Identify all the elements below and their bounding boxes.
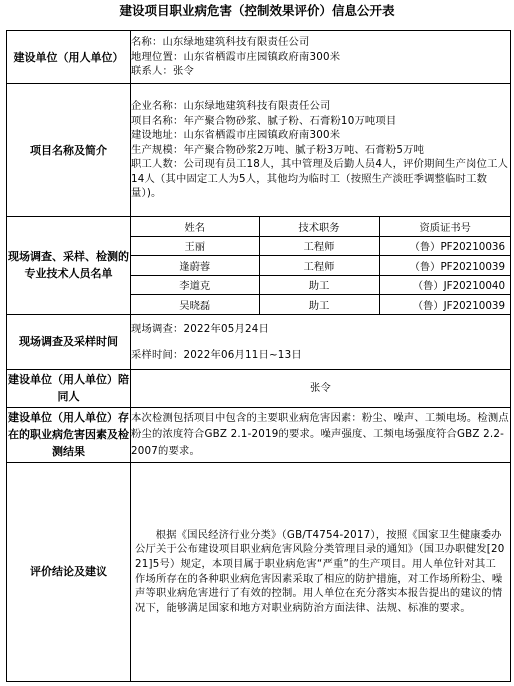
value-hazards: 本次检测包括项目中包含的主要职业病危害因素：粉尘、噪声、工频电场。检测点粉尘的浓度符合GBZ 2.1-2019的要求。噪声强度、工频电场强度符合GBZ 2.2-2007的要求。: [131, 407, 511, 462]
label-survey-time: 现场调查及采样时间: [7, 314, 131, 369]
form-title: 建设项目职业病危害（控制效果评价）信息公开表: [119, 3, 395, 18]
project-staff-line: 职工人数：公司现有员工18人，其中管理及后勤人员4人，评价期间生产岗位工人14人（其中固定工人为5人，其他均为临时工（按照生产淡旺季调整临时工数量）)。: [131, 158, 509, 200]
staff-name: 吴晓磊: [131, 295, 259, 314]
label-staff: 现场调查、采样、检测的专业技术人员名单: [7, 217, 131, 315]
staff-cert: （鲁）PF20210039: [379, 256, 511, 276]
value-staff: [131, 217, 511, 315]
disclosure-table: [6, 30, 511, 682]
staff-cert: （鲁）JF20210040: [379, 275, 511, 295]
value-companion: 张令: [131, 369, 511, 407]
unit-name-line: 名称：山东绿地建筑科技有限责任公司: [131, 36, 310, 49]
staff-title: 工程师: [259, 256, 379, 276]
project-name-line: 项目名称：年产聚合物砂浆、腻子粉、石膏粉10万吨项目: [131, 114, 397, 127]
staff-name: 王丽: [131, 236, 259, 256]
staff-title: 助工: [259, 275, 379, 295]
value-survey-time: [131, 314, 511, 369]
staff-header-title: 技术职务: [259, 217, 379, 236]
value-conclusion: 根据《国民经济行业分类》（GB/T4754-2017），按照《国家卫生健康委办公厅关于公布建设项目职业病危害风险分类管理目录的通知》（国卫办职健发[2021]5号）规定，本项目属于职业病危害“严重”的生产项目。用人单位针对其工作场所存在的各种职业病危害因素采取了相应的防护措施，对工作场所粉尘、噪声等职业病危害进行了有效的控制。用人单位在充分落实本报告提出的建议的情况下，能够满足国家和地方对职业病防治方面法律、法规、标准的要求。: [131, 462, 511, 681]
staff-name: 逢蔚蓉: [131, 256, 259, 276]
row-construction-unit: [7, 31, 511, 84]
staff-title: 助工: [259, 295, 379, 314]
staff-header-cert: 资质证书号: [379, 217, 511, 236]
value-project: [131, 84, 511, 217]
row-project: [7, 84, 511, 217]
staff-name: 李道克: [131, 275, 259, 295]
table-row: [131, 236, 511, 256]
staff-table: [131, 217, 511, 314]
staff-cert: （鲁）JF20210039: [379, 295, 511, 314]
project-address-line: 建设地址：山东省栖霞市庄园镇政府南300米: [131, 129, 341, 142]
row-hazards: [7, 407, 511, 462]
project-scale-line: 生产规模：年产聚合物砂浆2万吨、腻子粉3万吨、石膏粉5万吨: [131, 143, 425, 156]
label-project: 项目名称及简介: [7, 84, 131, 217]
label-construction-unit: 建设单位（用人单位）: [7, 31, 131, 84]
row-survey-time: [7, 314, 511, 369]
table-row: [131, 295, 511, 314]
label-conclusion: 评价结论及建议: [7, 462, 131, 681]
row-staff: [7, 217, 511, 315]
table-row: [131, 275, 511, 295]
staff-title: 工程师: [259, 236, 379, 256]
project-company-line: 企业名称：山东绿地建筑科技有限责任公司: [131, 99, 331, 112]
row-conclusion: [7, 462, 511, 681]
unit-contact-line: 联系人：张令: [131, 65, 194, 78]
label-hazards: 建设单位（用人单位）存在的职业病危害因素及检测结果: [7, 407, 131, 462]
row-companion: [7, 369, 511, 407]
table-row: [131, 256, 511, 276]
sampling-date-line: 采样时间：2022年06月11日~13日: [131, 348, 302, 361]
staff-cert: （鲁）PF20210036: [379, 236, 511, 256]
label-companion: 建设单位（用人单位）陪同人: [7, 369, 131, 407]
staff-header-name: 姓名: [131, 217, 259, 236]
survey-date-line: 现场调查：2022年05月24日: [131, 322, 269, 335]
value-construction-unit: [131, 31, 511, 84]
unit-address-line: 地理位置：山东省栖霞市庄园镇政府南300米: [131, 50, 341, 63]
staff-header-row: [131, 217, 511, 236]
